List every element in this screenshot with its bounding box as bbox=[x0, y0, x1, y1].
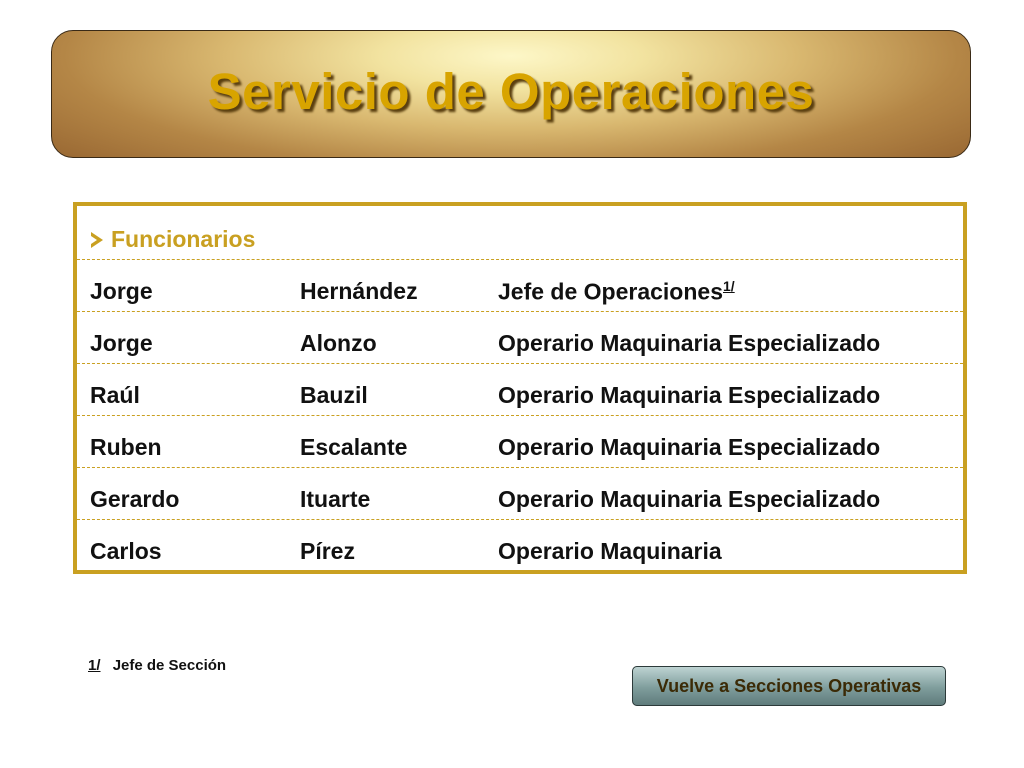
position-text: Jefe de Operaciones bbox=[498, 278, 723, 305]
footnote-text: Jefe de Sección bbox=[112, 657, 227, 674]
footnote bbox=[88, 657, 226, 674]
table-row bbox=[77, 312, 963, 364]
position-cell: Operario Maquinaria Especializado bbox=[498, 382, 881, 408]
arrow-bullet-icon bbox=[91, 232, 103, 248]
position-cell: Operario Maquinaria Especializado bbox=[498, 434, 881, 460]
footnote-number: 1/ bbox=[88, 657, 101, 674]
page-title: Servicio de Operaciones bbox=[207, 62, 815, 120]
section-label bbox=[91, 226, 255, 253]
first-name-cell: Gerardo bbox=[90, 486, 180, 512]
section-title: Funcionarios bbox=[111, 226, 256, 252]
last-name-cell: Bauzil bbox=[300, 382, 368, 408]
table-row bbox=[77, 520, 963, 572]
position-cell: Operario Maquinaria Especializado bbox=[498, 330, 881, 356]
table-row bbox=[77, 364, 963, 416]
first-name-cell: Jorge bbox=[90, 278, 153, 304]
first-name-cell: Jorge bbox=[90, 330, 153, 356]
title-banner bbox=[51, 30, 971, 158]
table-row bbox=[77, 416, 963, 468]
first-name-cell: Raúl bbox=[90, 382, 140, 408]
first-name-cell: Carlos bbox=[90, 538, 162, 564]
position-cell bbox=[498, 278, 735, 306]
last-name-cell: Pírez bbox=[300, 538, 355, 564]
footnote-reference: 1/ bbox=[723, 278, 735, 294]
last-name-cell: Hernández bbox=[300, 278, 418, 304]
last-name-cell: Alonzo bbox=[300, 330, 377, 356]
section-header bbox=[77, 206, 963, 260]
staff-table bbox=[73, 202, 967, 574]
last-name-cell: Escalante bbox=[300, 434, 408, 460]
back-to-sections-button[interactable] bbox=[632, 666, 946, 706]
back-to-sections-label: Vuelve a Secciones Operativas bbox=[656, 675, 922, 696]
table-row bbox=[77, 260, 963, 312]
position-cell: Operario Maquinaria Especializado bbox=[498, 486, 881, 512]
table-row bbox=[77, 468, 963, 520]
last-name-cell: Ituarte bbox=[300, 486, 371, 512]
first-name-cell: Ruben bbox=[90, 434, 162, 460]
position-cell: Operario Maquinaria bbox=[498, 538, 722, 564]
